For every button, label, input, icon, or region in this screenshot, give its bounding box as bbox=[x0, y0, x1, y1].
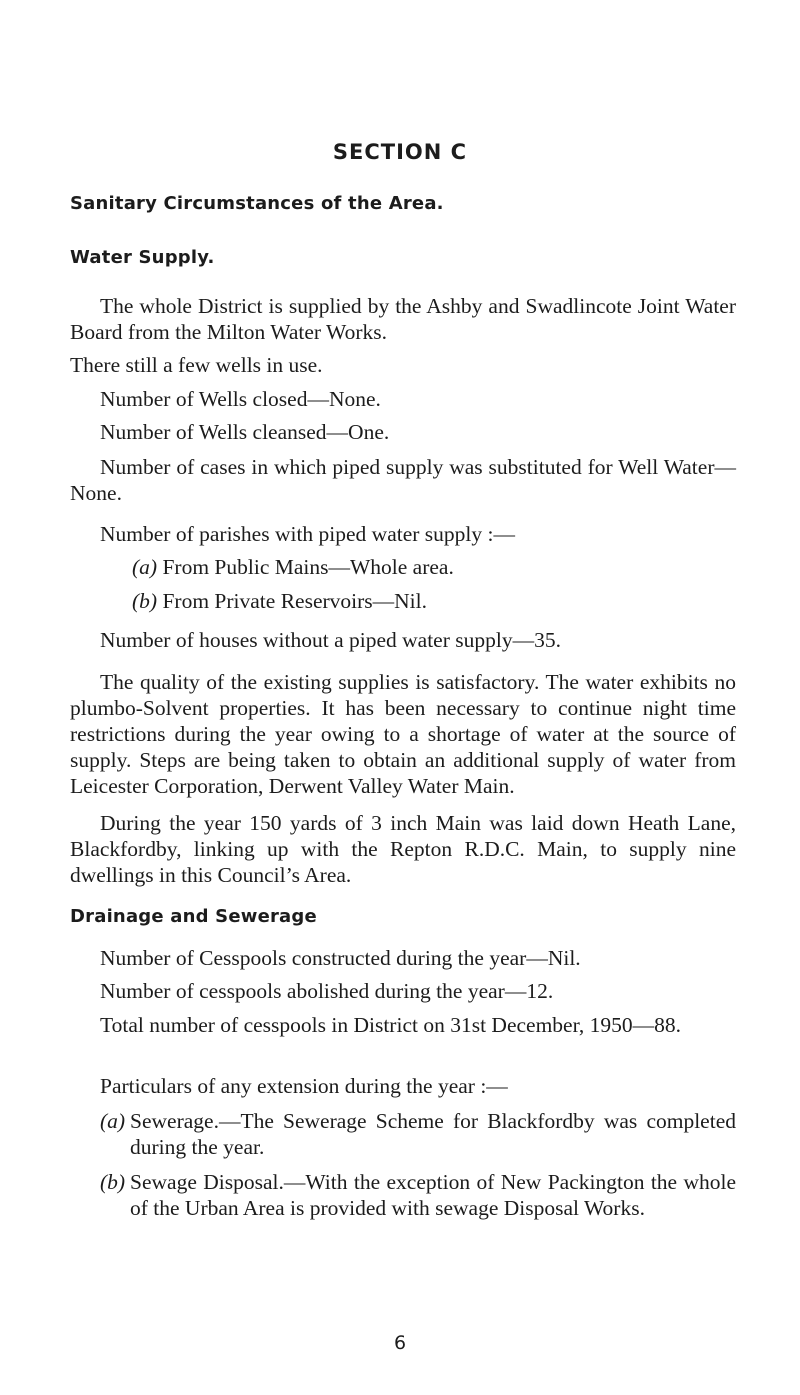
water-item-b-label: (b) bbox=[132, 589, 158, 613]
wells-in-use-line: There still a few wells in use. bbox=[70, 353, 323, 377]
houses-without-supply-line: Number of houses without a piped water supply—35. bbox=[100, 628, 561, 652]
parishes-line: Number of parishes with piped water supply :— bbox=[100, 522, 515, 546]
drainage-item-b bbox=[100, 1169, 736, 1221]
water-item-a-label: (a) bbox=[132, 555, 158, 579]
drainage-heading: Drainage and Sewerage bbox=[70, 906, 317, 927]
water-supply-paragraph: The whole District is supplied by the Ashby and Swadlincote Joint Water Board from the Milton Water Works. bbox=[70, 294, 736, 344]
water-quality-paragraph: The quality of the existing supplies is satisfactory. The water exhibits no plumbo-Solvent properties. It has been necessary to continue night time restrictions during the year owing to a shortage of water at the source of supply. Steps are being taken to obtain an additional supply of water from Leicester Corporation, Derwent Valley Water Main. bbox=[70, 670, 736, 798]
drainage-item-a-text: Sewerage.—The Sewerage Scheme for Blackfordby was completed during the year. bbox=[130, 1109, 736, 1159]
particulars-line: Particulars of any extension during the year :— bbox=[100, 1074, 508, 1098]
water-supply-heading: Water Supply. bbox=[70, 247, 215, 268]
water-item-b bbox=[132, 589, 427, 615]
cesspools-total-paragraph: Total number of cesspools in District on 31st December, 1950—88. bbox=[100, 1013, 682, 1037]
wells-closed-line: Number of Wells closed—None. bbox=[100, 387, 381, 411]
main-laid-paragraph: During the year 150 yards of 3 inch Main was laid down Heath Lane, Blackfordby, linking up with the Repton R.D.C. Main, to supply nine dwellings in this Council’s Area. bbox=[70, 811, 736, 887]
page-number: 6 bbox=[393, 1332, 407, 1354]
cases-substituted-paragraph: Number of cases in which piped supply was substituted for Well Water—None. bbox=[70, 455, 736, 505]
wells-cleansed-line: Number of Wells cleansed—One. bbox=[100, 420, 390, 444]
water-item-b-text: From Private Reservoirs—Nil. bbox=[162, 589, 427, 613]
main-heading: Sanitary Circumstances of the Area. bbox=[70, 193, 444, 214]
cesspools-constructed-line: Number of Cesspools constructed during the year—Nil. bbox=[100, 946, 581, 970]
drainage-item-b-text: Sewage Disposal.—With the exception of New Packington the whole of the Urban Area is provided with sewage Disposal Works. bbox=[130, 1170, 736, 1220]
drainage-item-b-label: (b) bbox=[100, 1170, 126, 1194]
water-item-a bbox=[132, 555, 454, 581]
water-item-a-text: From Public Mains—Whole area. bbox=[162, 555, 454, 579]
cesspools-abolished-line: Number of cesspools abolished during the year—12. bbox=[100, 979, 554, 1003]
drainage-item-a-label: (a) bbox=[100, 1109, 126, 1133]
section-title: SECTION C bbox=[332, 140, 468, 164]
drainage-item-a bbox=[100, 1108, 736, 1160]
